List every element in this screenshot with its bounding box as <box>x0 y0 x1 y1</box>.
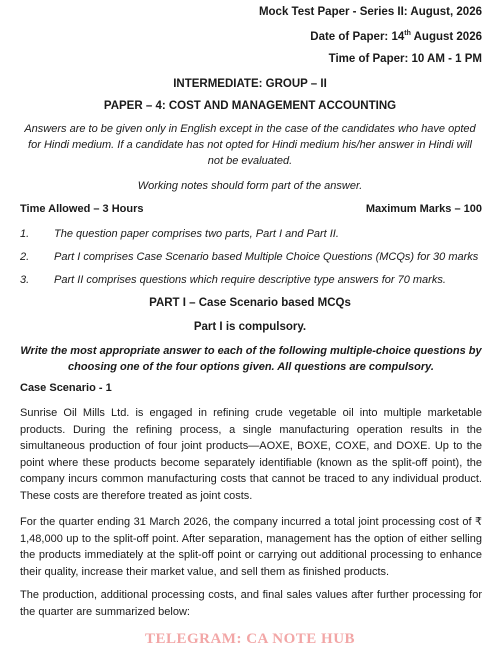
part1-heading: PART I – Case Scenario based MCQs <box>149 297 351 309</box>
language-line-3: not be evaluated. <box>207 155 293 167</box>
mcq-instruction-line-1: Write the most appropriate answer to each of the following multiple-choice questions by <box>20 345 482 357</box>
time-allowed: Time Allowed – 3 Hours <box>20 203 144 215</box>
group-title: INTERMEDIATE: GROUP – II <box>173 78 327 90</box>
case-paragraph-3: The production, additional processing costs, and final sales values after further processing for the quarter are summarized below: <box>20 589 482 618</box>
language-instruction <box>22 121 478 169</box>
series-title: Mock Test Paper - Series II: August, 2026 <box>258 6 482 18</box>
telegram-watermark: TELEGRAM: CA NOTE HUB <box>144 631 356 647</box>
date-prefix: Date of Paper: 14 <box>310 30 405 43</box>
date-suffix: August 2026 <box>410 30 482 43</box>
case-paragraph-2: For the quarter ending 31 March 2026, the company incurred a total joint processing cost of ₹ 1,48,000 up to the split-off point. After separation, management has the option of either selling the products immediately at the split-off point or carrying out additional processing to enhance their quality, increase their market value, and sell them as finished products. <box>20 516 482 578</box>
language-line-1: Answers are to be given only in English except in the case of the candidates who have opted <box>24 123 476 135</box>
paper-title: PAPER – 4: COST AND MANAGEMENT ACCOUNTING <box>103 100 397 112</box>
point-number-3: 3. <box>20 274 30 286</box>
point-text-1: The question paper comprises two parts, Part I and Part II. <box>54 228 339 240</box>
part1-compulsory: Part I is compulsory. <box>193 321 307 333</box>
paper-date <box>310 30 482 43</box>
point-number-1: 1. <box>20 228 30 240</box>
point-text-3: Part II comprises questions which require descriptive type answers for 70 marks. <box>54 274 446 286</box>
case-paragraph-1: Sunrise Oil Mills Ltd. is engaged in refining crude vegetable oil into multiple marketable products. During the refining process, a single manufacturing operation results in the simultaneous production of four joint products—AOXE, BOXE, COXE, and DOXE. Up to the point where these products become separately identifiable (known as the split-off point), the company incurs common manufacturing costs that cannot be traced to any individual product. These costs are therefore treated as joint costs. <box>20 407 482 502</box>
point-number-2: 2. <box>20 251 30 263</box>
mcq-instruction <box>20 343 482 375</box>
point-text-2: Part I comprises Case Scenario based Multiple Choice Questions (MCQs) for 30 marks <box>54 251 479 263</box>
maximum-marks: Maximum Marks – 100 <box>365 203 482 215</box>
case-scenario-heading: Case Scenario - 1 <box>20 382 112 394</box>
paper-time: Time of Paper: 10 AM - 1 PM <box>328 53 482 65</box>
mcq-instruction-line-2: choosing one of the four options given. All questions are compulsory. <box>68 361 434 373</box>
date-ordinal: th <box>404 30 411 37</box>
language-line-2: for Hindi medium. If a candidate has not opted for Hindi medium his/her answer in Hindi will <box>28 139 472 151</box>
working-notes-instruction: Working notes should form part of the answer. <box>137 180 363 192</box>
